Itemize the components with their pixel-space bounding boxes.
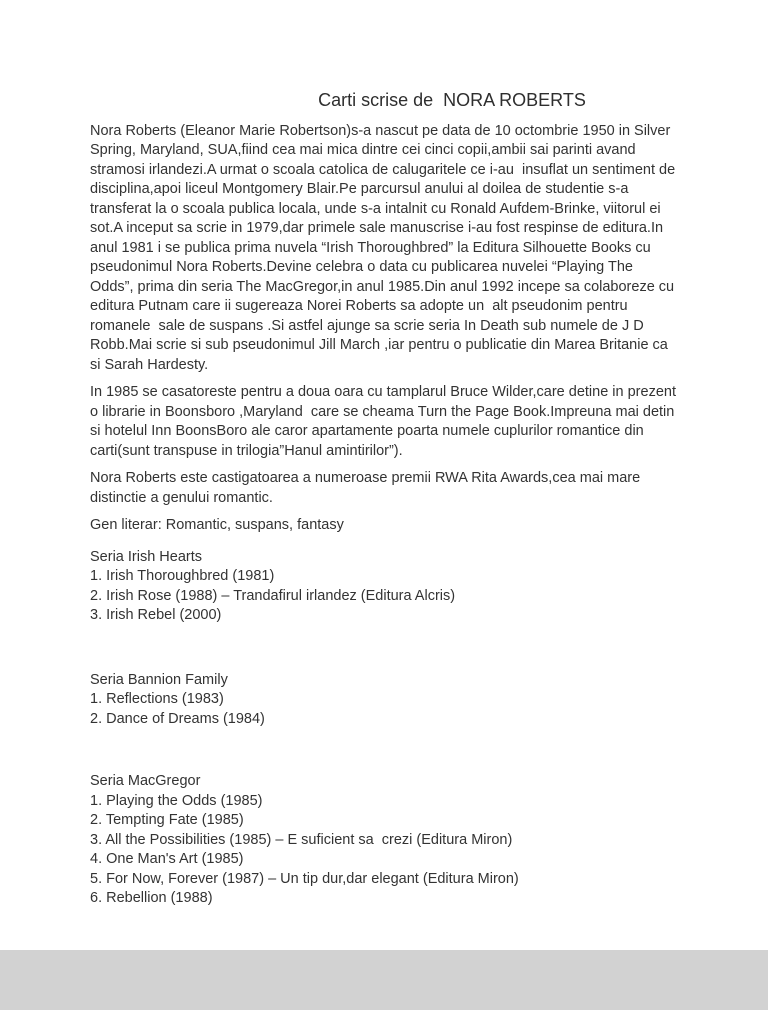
biography-paragraph-2: In 1985 se casatoreste pentru a doua oara cu tamplarul Bruce Wilder,care detine in prezent o librarie in Boonsboro ,Maryland care se cheama Turn the Page Book.Impreuna mai detin si hotelul Inn BoonsBoro ale caror apartamente poarta numele cuplurilor romantice din carti(sunt transpuse in trilogia”Hanul amintirilor”).	[90, 384, 685, 459]
series-item: 2. Irish Rose (1988) – Trandafirul irlandez (Editura Alcris)	[90, 587, 456, 604]
series-bannion-family	[90, 671, 678, 730]
page-gap	[0, 950, 768, 1010]
series-item: 6. Rebellion (1988)	[90, 890, 213, 906]
biography-paragraph-3: Nora Roberts este castigatoarea a numeroase premii RWA Rita Awards,cea mai mare distinctie a genului romantic.	[90, 470, 645, 506]
series-item: 1. Irish Thoroughbred (1981)	[90, 568, 275, 584]
series-item: 2. Tempting Fate (1985)	[90, 812, 244, 828]
series-heading: Seria Bannion Family	[90, 671, 228, 688]
series-item: 3. All the Possibilities (1985) – E suficient sa crezi (Editura Miron)	[90, 831, 513, 848]
genre-line: Gen literar: Romantic, suspans, fantasy	[90, 517, 344, 533]
biography-paragraph-1: Nora Roberts (Eleanor Marie Robertson)s-a nascut pe data de 10 octombrie 1950 in Silver Spring, Maryland, SUA,fiind cea mai mica dintre cei cinci copii,ambii sai parinti avand stramosi irlandezi.A urmat o scoala catolica de calugaritele ce i-au insuflat un sentiment de disciplina,apoi liceul Montgomery Blair.Pe parcursul anului al doilea de studentie s-a transferat la o scoala publica locala, unde s-a intalnit cu Ronald Aufdem-Brinke, viitorul ei sot.A inceput sa scrie in 1979,dar primele sale manuscrise i-au fost respinse de editura.In anul 1981 i se publica prima nuvela “Irish Thoroughbred” la Editura Silhouette Books cu pseudonimul Nora Roberts.Devine celebra o data cu publicarea nuvelei “Playing The Odds”, prima din seria The MacGregor,in anul 1985.Din anul 1992 incepe sa colaboreze cu editura Putnam care ii sugereaza Norei Roberts sa adopte un alt pseudonim pentru romanele sale de suspans .Si astfel ajunge sa scrie seria In Death sub numele de J D Robb.Mai scrie si sub pseudonimul Jill March ,iar pentru o publicatie din Marea Britanie ca si Sarah Hardesty.	[90, 122, 680, 373]
series-item: 3. Irish Rebel (2000)	[90, 607, 222, 623]
series-heading: Seria Irish Hearts	[90, 548, 203, 565]
series-item: 4. One Man's Art (1985)	[90, 851, 244, 867]
series-item: 1. Reflections (1983)	[90, 691, 224, 707]
series-heading: Seria MacGregor	[90, 773, 201, 789]
series-item: 5. For Now, Forever (1987) – Un tip dur,dar elegant (Editura Miron)	[90, 870, 519, 887]
document-title: Carti scrise de NORA ROBERTS	[318, 90, 586, 110]
document-page-2-top	[0, 1010, 768, 1024]
series-item: 1. Playing the Odds (1985)	[90, 792, 263, 809]
series-irish-hearts	[90, 548, 678, 626]
series-item: 2. Dance of Dreams (1984)	[90, 710, 265, 727]
series-macgregor	[90, 772, 678, 909]
